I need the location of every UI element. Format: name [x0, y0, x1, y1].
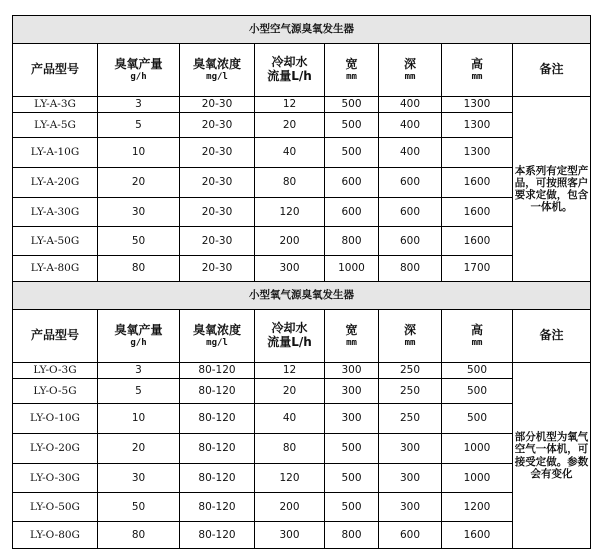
header-output — [98, 44, 180, 97]
header-concentration — [180, 44, 255, 97]
cell-depth: 300 — [379, 464, 442, 493]
cell-cooling: 300 — [255, 522, 325, 549]
cell-output: 3 — [98, 363, 180, 379]
cell-height: 1300 — [442, 97, 513, 113]
cell-cooling: 80 — [255, 168, 325, 198]
header-depth-unit: mm — [404, 337, 416, 348]
cell-concentration: 20-30 — [180, 227, 255, 256]
cell-height: 1000 — [442, 464, 513, 493]
cell-output: 20 — [98, 168, 180, 198]
cell-height: 1600 — [442, 522, 513, 549]
note-cell: 本系列有定型产品，可按照客户要求定做，包含一体机。 — [513, 97, 591, 282]
table-row — [13, 168, 591, 198]
cell-concentration: 20-30 — [180, 138, 255, 168]
header-note-label: 备注 — [539, 328, 564, 343]
cell-width: 600 — [325, 168, 379, 198]
table-row — [13, 138, 591, 168]
cell-height: 500 — [442, 404, 513, 434]
header-note-label: 备注 — [539, 62, 564, 77]
cell-model: LY-O-30G — [13, 464, 98, 493]
cell-concentration: 20-30 — [180, 198, 255, 227]
cell-width: 500 — [325, 493, 379, 522]
cell-width: 500 — [325, 138, 379, 168]
header-width-unit: mm — [346, 71, 357, 82]
cell-depth: 600 — [379, 198, 442, 227]
cell-depth: 600 — [379, 168, 442, 198]
cell-model: LY-O-3G — [13, 363, 98, 379]
header-cooling-label: 冷却水 — [271, 55, 308, 70]
header-width — [325, 310, 379, 363]
table-row — [13, 493, 591, 522]
header-cooling — [255, 44, 325, 97]
cell-depth: 250 — [379, 363, 442, 379]
cell-cooling: 20 — [255, 379, 325, 404]
section-title-row — [13, 16, 591, 44]
header-concentration-unit: mg/l — [206, 71, 228, 82]
cell-height: 1600 — [442, 198, 513, 227]
cell-model: LY-O-10G — [13, 404, 98, 434]
cell-model: LY-A-50G — [13, 227, 98, 256]
table-row — [13, 198, 591, 227]
table-row — [13, 113, 591, 138]
table-row — [13, 363, 591, 379]
cell-output: 80 — [98, 522, 180, 549]
cell-concentration: 80-120 — [180, 464, 255, 493]
cell-width: 800 — [325, 227, 379, 256]
cell-depth: 600 — [379, 227, 442, 256]
cell-cooling: 40 — [255, 138, 325, 168]
header-width-label: 宽 — [345, 322, 358, 337]
cell-cooling: 40 — [255, 404, 325, 434]
header-cooling-label: 冷却水 — [271, 321, 308, 336]
cell-concentration: 20-30 — [180, 97, 255, 113]
section-title: 小型空气源臭氧发生器 — [13, 16, 591, 44]
cell-width: 1000 — [325, 256, 379, 282]
header-output-unit: g/h — [130, 337, 147, 348]
cell-concentration: 20-30 — [180, 256, 255, 282]
cell-depth: 600 — [379, 522, 442, 549]
header-width-unit: mm — [346, 337, 357, 348]
header-depth-label: 深 — [403, 322, 416, 337]
cell-depth: 250 — [379, 404, 442, 434]
header-depth-unit: mm — [404, 71, 416, 82]
spec-table — [12, 15, 591, 549]
cell-width: 600 — [325, 198, 379, 227]
cell-model: LY-A-20G — [13, 168, 98, 198]
cell-depth: 400 — [379, 97, 442, 113]
header-row — [13, 44, 591, 97]
cell-width: 800 — [325, 522, 379, 549]
cell-depth: 300 — [379, 434, 442, 464]
cell-concentration: 80-120 — [180, 363, 255, 379]
cell-model: LY-O-80G — [13, 522, 98, 549]
cell-cooling: 20 — [255, 113, 325, 138]
table-row — [13, 404, 591, 434]
cell-output: 10 — [98, 138, 180, 168]
header-depth — [379, 44, 442, 97]
cell-width: 300 — [325, 363, 379, 379]
table-row — [13, 464, 591, 493]
cell-width: 300 — [325, 379, 379, 404]
cell-concentration: 20-30 — [180, 168, 255, 198]
cell-model: LY-O-5G — [13, 379, 98, 404]
cell-height: 500 — [442, 379, 513, 404]
header-model — [13, 44, 98, 97]
cell-width: 500 — [325, 113, 379, 138]
header-depth-label: 深 — [403, 56, 416, 71]
cell-concentration: 80-120 — [180, 404, 255, 434]
header-model-label: 产品型号 — [30, 328, 79, 343]
header-height-unit: mm — [471, 71, 483, 82]
cell-concentration: 80-120 — [180, 434, 255, 464]
cell-depth: 250 — [379, 379, 442, 404]
header-height-label: 高 — [470, 322, 483, 337]
cell-height: 1300 — [442, 113, 513, 138]
header-height-unit: mm — [471, 337, 483, 348]
header-output-label: 臭氧产量 — [114, 56, 163, 71]
cell-height: 1000 — [442, 434, 513, 464]
cell-concentration: 80-120 — [180, 522, 255, 549]
header-depth — [379, 310, 442, 363]
header-height — [442, 44, 513, 97]
header-concentration-label: 臭氧浓度 — [192, 322, 241, 337]
header-width — [325, 44, 379, 97]
cell-model: LY-A-10G — [13, 138, 98, 168]
cell-model: LY-O-20G — [13, 434, 98, 464]
table-row — [13, 379, 591, 404]
cell-output: 20 — [98, 434, 180, 464]
cell-concentration: 80-120 — [180, 379, 255, 404]
table-row — [13, 256, 591, 282]
cell-height: 500 — [442, 363, 513, 379]
table-row — [13, 227, 591, 256]
cell-cooling: 200 — [255, 493, 325, 522]
header-concentration-unit: mg/l — [206, 337, 228, 348]
header-concentration-label: 臭氧浓度 — [192, 56, 241, 71]
cell-output: 50 — [98, 227, 180, 256]
header-height — [442, 310, 513, 363]
cell-model: LY-O-50G — [13, 493, 98, 522]
cell-depth: 800 — [379, 256, 442, 282]
header-model — [13, 310, 98, 363]
cell-model: LY-A-5G — [13, 113, 98, 138]
cell-cooling: 120 — [255, 198, 325, 227]
cell-output: 10 — [98, 404, 180, 434]
cell-model: LY-A-30G — [13, 198, 98, 227]
cell-height: 1600 — [442, 227, 513, 256]
header-height-label: 高 — [470, 56, 483, 71]
cell-output: 30 — [98, 198, 180, 227]
cell-height: 1600 — [442, 168, 513, 198]
section-title: 小型氧气源臭氧发生器 — [13, 282, 591, 310]
table-row — [13, 97, 591, 113]
header-cooling — [255, 310, 325, 363]
cell-output: 80 — [98, 256, 180, 282]
cell-output: 30 — [98, 464, 180, 493]
cell-cooling: 120 — [255, 464, 325, 493]
table-row — [13, 522, 591, 549]
header-cooling-unit: 流量L/h — [267, 69, 312, 83]
cell-height: 1200 — [442, 493, 513, 522]
header-output-unit: g/h — [130, 71, 147, 82]
cell-width: 500 — [325, 434, 379, 464]
cell-concentration: 80-120 — [180, 493, 255, 522]
cell-output: 3 — [98, 97, 180, 113]
header-output-label: 臭氧产量 — [114, 322, 163, 337]
section-title-row — [13, 282, 591, 310]
header-row — [13, 310, 591, 363]
cell-height: 1700 — [442, 256, 513, 282]
header-cooling-unit: 流量L/h — [267, 335, 312, 349]
cell-cooling: 300 — [255, 256, 325, 282]
cell-cooling: 12 — [255, 363, 325, 379]
header-model-label: 产品型号 — [30, 62, 79, 77]
cell-model: LY-A-3G — [13, 97, 98, 113]
header-note — [513, 44, 591, 97]
cell-cooling: 12 — [255, 97, 325, 113]
cell-width: 500 — [325, 464, 379, 493]
cell-depth: 300 — [379, 493, 442, 522]
note-cell: 部分机型为氧气空气一体机，可接受定做。参数会有变化 — [513, 363, 591, 549]
cell-output: 5 — [98, 113, 180, 138]
cell-concentration: 20-30 — [180, 113, 255, 138]
header-width-label: 宽 — [345, 56, 358, 71]
cell-output: 5 — [98, 379, 180, 404]
cell-cooling: 200 — [255, 227, 325, 256]
cell-depth: 400 — [379, 138, 442, 168]
cell-width: 500 — [325, 97, 379, 113]
cell-height: 1300 — [442, 138, 513, 168]
header-note — [513, 310, 591, 363]
cell-output: 50 — [98, 493, 180, 522]
table-row — [13, 434, 591, 464]
cell-model: LY-A-80G — [13, 256, 98, 282]
cell-depth: 400 — [379, 113, 442, 138]
header-output — [98, 310, 180, 363]
cell-width: 300 — [325, 404, 379, 434]
header-concentration — [180, 310, 255, 363]
cell-cooling: 80 — [255, 434, 325, 464]
